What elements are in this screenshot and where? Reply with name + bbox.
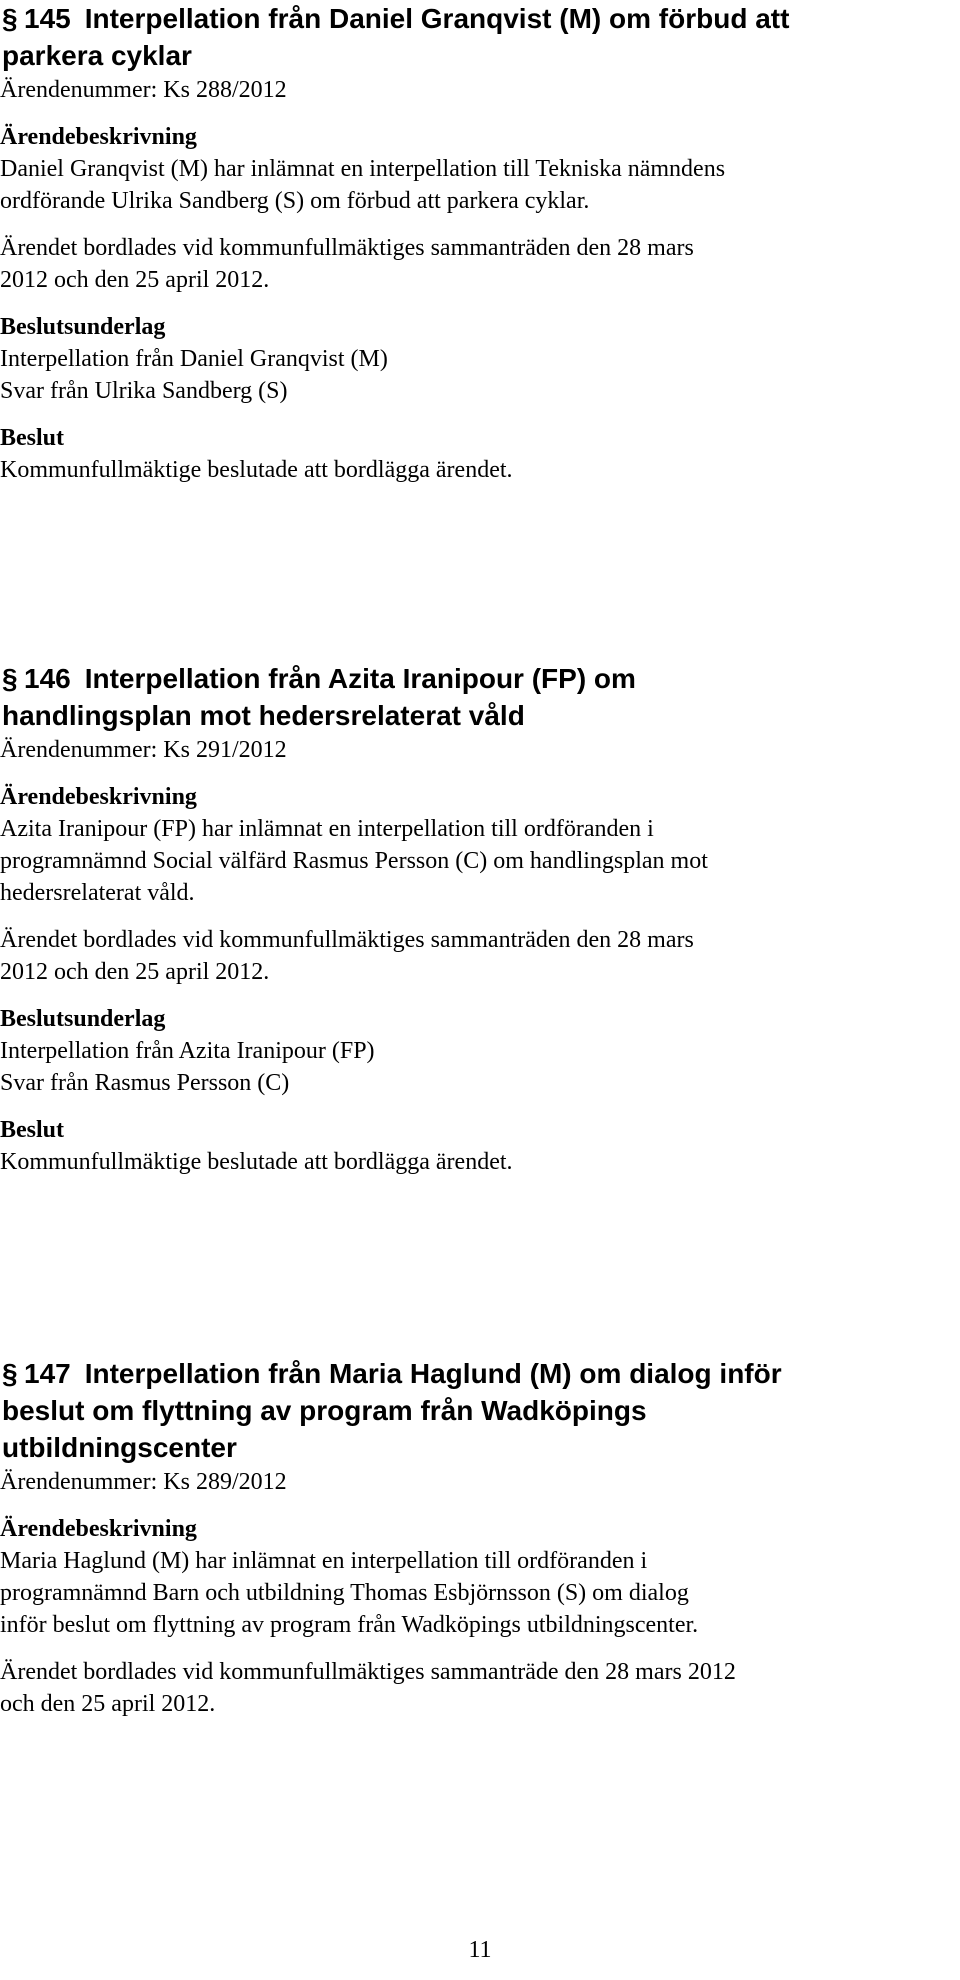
decision-text: Kommunfullmäktige beslutade att bordlägga ärendet. bbox=[0, 457, 513, 483]
section-mark-icon: § bbox=[2, 1358, 18, 1389]
basis-line: Svar från Ulrika Sandberg (S) bbox=[0, 378, 288, 404]
description-line: hedersrelaterat våld. bbox=[0, 880, 195, 906]
description-line: programnämnd Barn och utbildning Thomas Esbjörnsson (S) om dialog bbox=[0, 1580, 689, 1606]
section-heading: § 145 Interpellation från Daniel Granqvist (M) om förbud att bbox=[0, 0, 960, 37]
tabled-line: 2012 och den 25 april 2012. bbox=[0, 267, 270, 293]
section-heading-cont: parkera cyklar bbox=[2, 40, 192, 71]
section-147 bbox=[0, 1355, 960, 1720]
decision-text: Kommunfullmäktige beslutade att bordlägga ärendet. bbox=[0, 1149, 513, 1175]
description-line: ordförande Ulrika Sandberg (S) om förbud att parkera cyklar. bbox=[0, 188, 590, 214]
description-line: programnämnd Social välfärd Rasmus Persson (C) om handlingsplan mot bbox=[0, 848, 708, 874]
section-heading: § 147 Interpellation från Maria Haglund (M) om dialog inför bbox=[0, 1355, 960, 1392]
basis-heading: Beslutsunderlag bbox=[0, 1006, 166, 1032]
description-line: Daniel Granqvist (M) har inlämnat en interpellation till Tekniska nämndens bbox=[0, 156, 726, 182]
section-heading-cont: beslut om flyttning av program från Wadköpings bbox=[2, 1395, 647, 1426]
case-number: Ärendenummer: Ks 291/2012 bbox=[0, 737, 287, 763]
section-mark-icon: § bbox=[2, 3, 18, 34]
decision-heading: Beslut bbox=[0, 1117, 65, 1143]
description-line: Maria Haglund (M) har inlämnat en interpellation till ordföranden i bbox=[0, 1548, 648, 1574]
description-heading: Ärendebeskrivning bbox=[0, 124, 197, 150]
description-line: inför beslut om flyttning av program från Wadköpings utbildningscenter. bbox=[0, 1612, 699, 1638]
description-heading: Ärendebeskrivning bbox=[0, 784, 197, 810]
section-heading-cont: handlingsplan mot hedersrelaterat våld bbox=[2, 700, 525, 731]
basis-line: Svar från Rasmus Persson (C) bbox=[0, 1070, 290, 1096]
tabled-line: Ärendet bordlades vid kommunfullmäktiges sammanträden den 28 mars bbox=[0, 235, 694, 261]
page-number: 11 bbox=[468, 1937, 492, 1963]
basis-line: Interpellation från Daniel Granqvist (M) bbox=[0, 346, 388, 372]
description-line: Azita Iranipour (FP) har inlämnat en interpellation till ordföranden i bbox=[0, 816, 654, 842]
decision-heading: Beslut bbox=[0, 425, 65, 451]
description-heading: Ärendebeskrivning bbox=[0, 1516, 197, 1542]
tabled-line: Ärendet bordlades vid kommunfullmäktiges sammanträde den 28 mars 2012 bbox=[0, 1659, 736, 1685]
tabled-line: 2012 och den 25 april 2012. bbox=[0, 959, 270, 985]
tabled-line: Ärendet bordlades vid kommunfullmäktiges sammanträden den 28 mars bbox=[0, 927, 694, 953]
section-heading: § 146 Interpellation från Azita Iranipour (FP) om bbox=[0, 660, 960, 697]
basis-line: Interpellation från Azita Iranipour (FP) bbox=[0, 1038, 375, 1064]
case-number: Ärendenummer: Ks 288/2012 bbox=[0, 77, 287, 103]
basis-heading: Beslutsunderlag bbox=[0, 314, 166, 340]
section-145 bbox=[0, 0, 960, 486]
case-number: Ärendenummer: Ks 289/2012 bbox=[0, 1469, 287, 1495]
section-mark-icon: § bbox=[2, 663, 18, 694]
section-heading-cont: utbildningscenter bbox=[2, 1432, 237, 1463]
section-146 bbox=[0, 660, 960, 1178]
tabled-line: och den 25 april 2012. bbox=[0, 1691, 216, 1717]
